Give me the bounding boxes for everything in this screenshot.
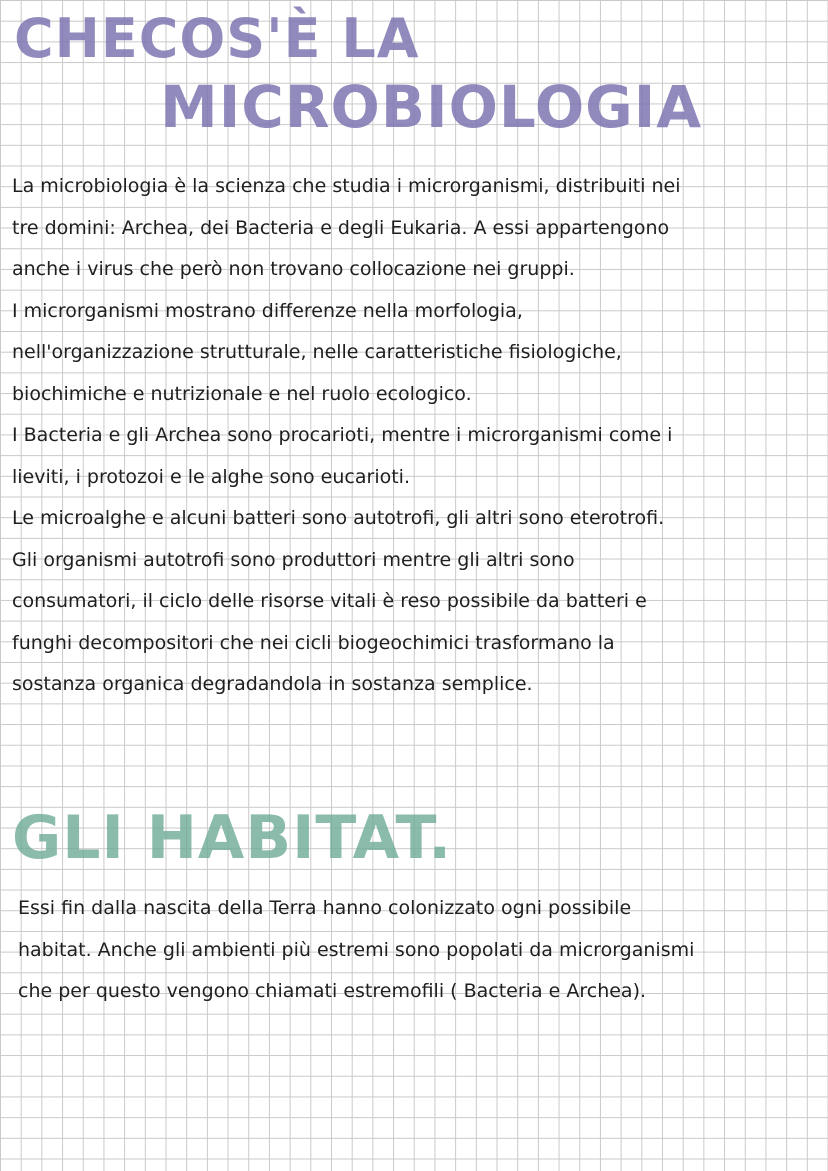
text-line: Le microalghe e alcuni batteri sono autotrofi, gli altri sono eterotrofi. xyxy=(12,507,665,529)
text-line: tre domini: Archea, dei Bacteria e degli Eukaria. A essi appartengono xyxy=(12,216,670,239)
habitat-text xyxy=(18,888,822,1013)
text-line: anche i virus che però non trovano collocazione nei gruppi. xyxy=(12,258,575,280)
text-line: biochimiche e nutrizionale e nel ruolo ecologico. xyxy=(12,382,472,405)
text-line: consumatori, il ciclo delle risorse vitali è reso possibile da batteri e xyxy=(12,590,647,612)
text-line: I Bacteria e gli Archea sono procarioti, mentre i microrganismi come i xyxy=(12,424,673,446)
section-title-habitat: GLI HABITAT. xyxy=(12,803,453,873)
text-line: Essi fin dalla nascita della Terra hanno colonizzato ogni possibile xyxy=(18,897,632,919)
text-line: habitat. Anche gli ambienti più estremi sono popolati da microrganismi xyxy=(18,938,695,961)
page-title-line-1: CHECOS'È LA xyxy=(14,7,420,70)
text-line: La microbiologia è la scienza che studia i microrganismi, distribuiti nei xyxy=(12,175,681,197)
text-line: Gli organismi autotrofi sono produttori mentre gli altri sono xyxy=(12,548,575,571)
intro-text xyxy=(12,166,822,706)
text-line: che per questo vengono chiamati estremofili ( Bacteria e Archea). xyxy=(18,980,647,1002)
text-line: funghi decompositori che nei cicli biogeochimici trasformano la xyxy=(12,631,615,654)
text-line: nell'organizzazione strutturale, nelle caratteristiche fisiologiche, xyxy=(12,341,622,363)
page-title-line-2: MICROBIOLOGIA xyxy=(160,73,703,141)
text-line: I microrganismi mostrano differenze nella morfologia, xyxy=(12,299,523,322)
text-line: sostanza organica degradandola in sostanza semplice. xyxy=(12,673,533,695)
text-line: lieviti, i protozoi e le alghe sono eucarioti. xyxy=(12,465,410,488)
